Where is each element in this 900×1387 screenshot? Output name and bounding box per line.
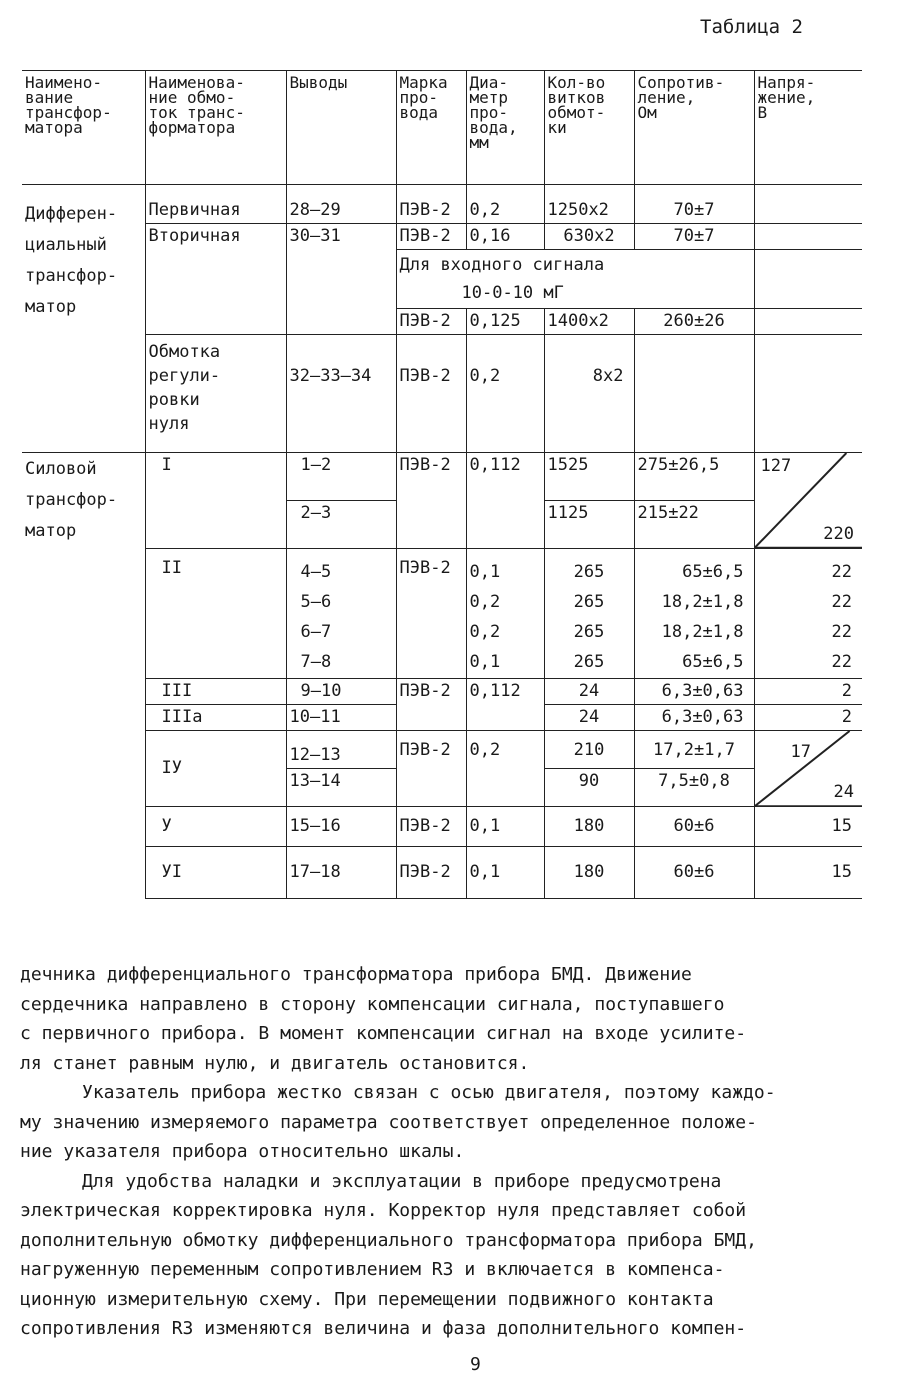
power-transformer-name: Силовой трансфор- матор (22, 453, 145, 549)
header-voltage: Напря- жение, В (754, 71, 862, 185)
table-row (22, 846, 862, 898)
voltage-cell: 2 (754, 678, 862, 704)
diameter-cell: 0,112 (466, 678, 544, 730)
table-row (22, 224, 862, 250)
leads-cell: 12–13 (286, 730, 396, 768)
page-number: 9 (470, 1354, 481, 1375)
winding-name: Вторичная (145, 224, 286, 335)
input-signal-note: Для входного сигнала 10-0-10 мГ (396, 250, 754, 309)
wire-mark-cell: ПЭВ-2 (396, 678, 466, 730)
header-wire-mark: Марка про- вода (396, 71, 466, 185)
table-row (22, 678, 862, 704)
resistance-cell: 6,3±0,63 (634, 678, 754, 704)
leads-cell: 9–10 (286, 678, 396, 704)
wire-mark-cell: ПЭВ-2 (396, 185, 466, 224)
leads-cell: 15–16 (286, 806, 396, 846)
turns-cell: 1125 (544, 500, 634, 548)
header-diameter: Диа- метр про- вода, мм (466, 71, 544, 185)
power-transformer-name-cont (22, 548, 145, 898)
turns-cell: 210 (544, 730, 634, 768)
turns-cell: 180 (544, 846, 634, 898)
diameter-cell: 0,2 (466, 185, 544, 224)
resistance-cell: 7,5±0,8 (634, 768, 754, 806)
turns-cell: 24 (544, 678, 634, 704)
winding-label: III (145, 678, 286, 704)
voltage-cell (754, 185, 862, 224)
winding-name: Первичная (145, 185, 286, 224)
winding-label: IУ (145, 730, 286, 806)
resistance-cell: 65±6,5 18,2±1,8 18,2±1,8 65±6,5 (634, 548, 754, 678)
header-turns: Кол-во витков обмот- ки (544, 71, 634, 185)
table-row (22, 185, 862, 224)
leads-cell (286, 250, 396, 335)
leads-cell: 32–33–34 (286, 335, 396, 453)
wire-mark-cell: ПЭВ-2 (396, 453, 466, 549)
turns-cell: 1400х2 (544, 309, 634, 335)
diameter-cell: 0,16 (466, 224, 544, 250)
voltage-top: 17 (790, 741, 811, 762)
winding-label: УI (145, 846, 286, 898)
diameter-cell: 0,1 0,2 0,2 0,1 (466, 548, 544, 678)
resistance-cell: 70±7 (634, 185, 754, 224)
winding-label: II (145, 548, 286, 678)
diameter-cell: 0,1 (466, 846, 544, 898)
voltage-cell (754, 335, 862, 453)
header-transformer-name: Наимено- вание трансфор- матора (22, 71, 145, 185)
paragraph: дечника дифференциального трансформатора прибора БМД. Движение сердечника направлено в сторону компенсации сигнала, поступавшего с первичного прибора. В момент компенсации сигнал на входе усилите- ля станет равным нулю, и двигатель остановится. (20, 964, 747, 1074)
voltage-bottom: 24 (833, 781, 854, 802)
turns-cell: 630х2 (544, 224, 634, 250)
table-row (22, 548, 862, 678)
table-caption: Таблица 2 (700, 16, 803, 38)
wire-mark-cell: ПЭВ-2 (396, 548, 466, 678)
voltage-cell (754, 224, 862, 250)
turns-cell: 1250х2 (544, 185, 634, 224)
table-row (22, 453, 862, 501)
resistance-cell (634, 335, 754, 453)
winding-label: У (145, 806, 286, 846)
leads-cell: 28–29 (286, 185, 396, 224)
voltage-diagonal-cell (754, 730, 862, 806)
diameter-cell: 0,1 (466, 806, 544, 846)
voltage-cell: 15 (754, 806, 862, 846)
zero-adjust-winding: Обмотка регули- ровки нуля (145, 335, 286, 453)
diff-transformer-name: Дифферен- циальный трансфор- матор (22, 185, 145, 453)
resistance-cell: 70±7 (634, 224, 754, 250)
turns-cell: 1525 (544, 453, 634, 501)
resistance-cell: 215±22 (634, 500, 754, 548)
voltage-cell (754, 309, 862, 335)
table-row (22, 730, 862, 768)
voltage-cell: 2 (754, 704, 862, 730)
leads-cell: 4–5 5–6 6–7 7–8 (286, 548, 396, 678)
wire-mark-cell: ПЭВ-2 (396, 335, 466, 453)
wire-mark-cell: ПЭВ-2 (396, 806, 466, 846)
leads-cell: 2–3 (286, 500, 396, 548)
voltage-diagonal-cell (754, 453, 862, 549)
winding-table (22, 70, 862, 899)
leads-cell: 10–11 (286, 704, 396, 730)
leads-cell: 17–18 (286, 846, 396, 898)
voltage-cell: 15 (754, 846, 862, 898)
diameter-cell: 0,2 (466, 730, 544, 806)
resistance-cell: 260±26 (634, 309, 754, 335)
diameter-cell: 0,125 (466, 309, 544, 335)
turns-cell: 24 (544, 704, 634, 730)
diameter-cell: 0,112 (466, 453, 544, 549)
leads-cell: 13–14 (286, 768, 396, 806)
winding-label: IIIa (145, 704, 286, 730)
turns-cell: 180 (544, 806, 634, 846)
header-resistance: Сопротив- ление, Ом (634, 71, 754, 185)
paragraph: Для удобства наладки и эксплуатации в приборе предусмотрена электрическая корректировка нуля. Корректор нуля представляет собой дополнительную обмотку дифференциального трансформатора прибора БМД, нагруженную переменным сопротивлением R3 и включается в компенса- ционную измерительную схему. При перемещении подвижного контакта сопротивления R3 изменяются величина и фаза дополнительного компен- (20, 1170, 757, 1339)
table-row (22, 335, 862, 453)
leads-cell: 1–2 (286, 453, 396, 501)
turns-cell: 8х2 (544, 335, 634, 453)
winding-label: I (145, 453, 286, 549)
voltage-bottom: 220 (823, 523, 854, 544)
wire-mark-cell: ПЭВ-2 (396, 309, 466, 335)
voltage-cell: 22 22 22 22 (754, 548, 862, 678)
table-row (22, 806, 862, 846)
diameter-cell: 0,2 (466, 335, 544, 453)
wire-mark-cell: ПЭВ-2 (396, 730, 466, 806)
resistance-cell: 60±6 (634, 806, 754, 846)
leads-cell: 30–31 (286, 224, 396, 250)
turns-cell: 90 (544, 768, 634, 806)
voltage-top: 127 (760, 456, 792, 476)
resistance-cell: 60±6 (634, 846, 754, 898)
header-leads: Выводы (286, 71, 396, 185)
header-winding-name: Наименова- ние обмо- ток транс- форматора (145, 71, 286, 185)
resistance-cell: 17,2±1,7 (634, 730, 754, 768)
body-text (20, 960, 880, 1344)
resistance-cell: 6,3±0,63 (634, 704, 754, 730)
wire-mark-cell: ПЭВ-2 (396, 846, 466, 898)
header-row (22, 71, 862, 185)
paragraph: Указатель прибора жестко связан с осью двигателя, поэтому каждо- му значению измеряемого параметра соответствует определенное положе- ние указателя прибора относительно шкалы. (20, 1082, 776, 1162)
turns-cell: 265 265 265 265 (544, 548, 634, 678)
voltage-cell (754, 250, 862, 309)
wire-mark-cell: ПЭВ-2 (396, 224, 466, 250)
resistance-cell: 275±26,5 (634, 453, 754, 501)
